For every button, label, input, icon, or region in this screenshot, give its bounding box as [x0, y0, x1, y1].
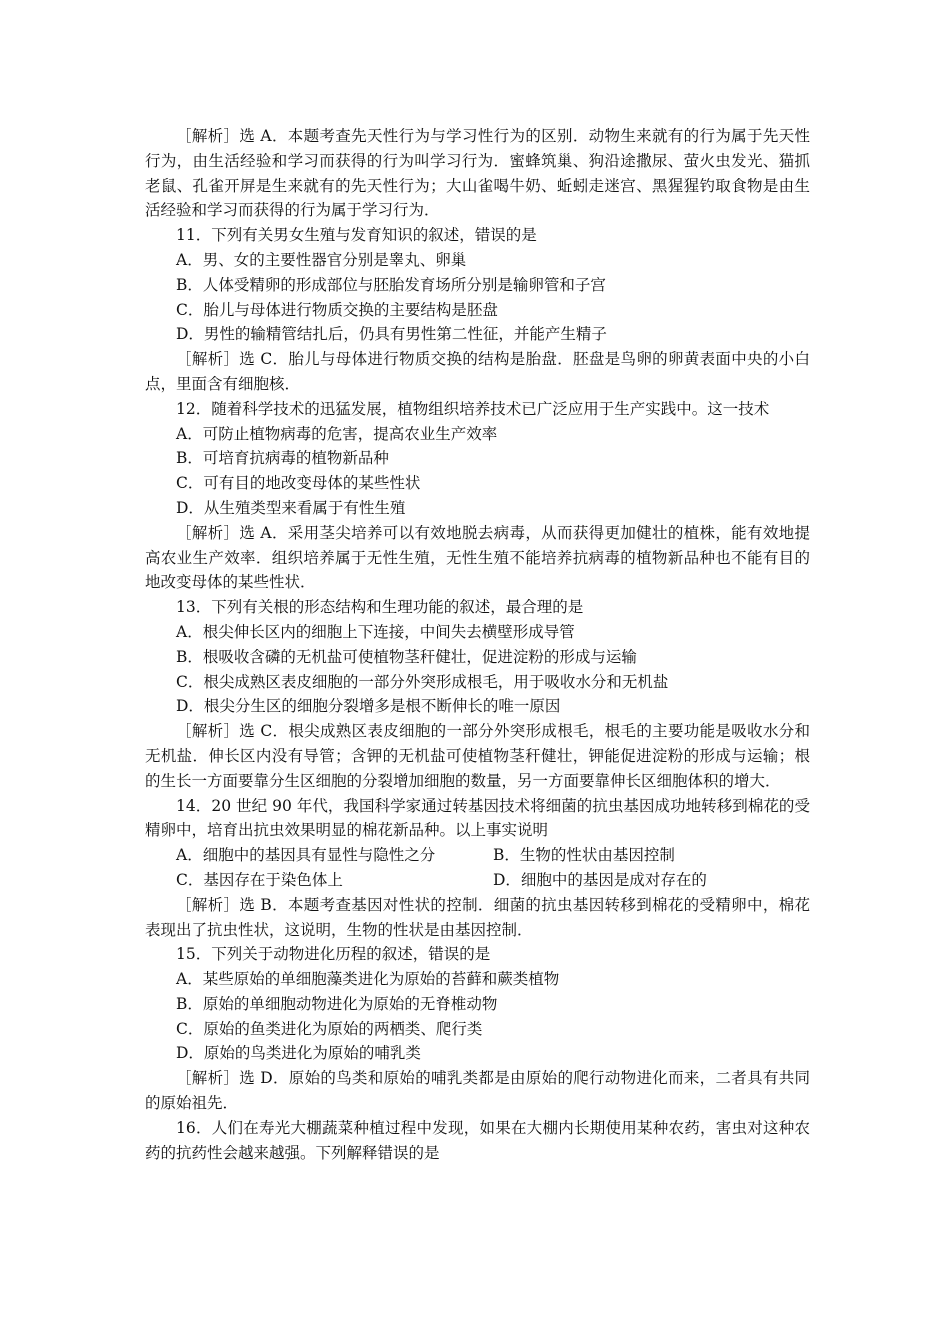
question-stem: 11．下列有关男女生殖与发育知识的叙述，错误的是 [176, 226, 537, 245]
question-stem: 12．随着科学技术的迅猛发展，植物组织培养技术已广泛应用于生产实践中。这一技术 [176, 399, 770, 418]
analysis-paragraph: ［解析］选 C．根尖成熟区表皮细胞的一部分外突形成根毛，根毛的主要功能是吸收水分和无机盐．伸长区内没有导管；含钾的无机盐可使植物茎秆健壮，钾能促进淀粉的形成与运输；根的生长一方面要靠分生区细胞的分裂增加细胞的数量，另一方面要靠伸长区细胞体积的增大． [145, 722, 810, 790]
analysis-paragraph: ［解析］选 A．采用茎尖培养可以有效地脱去病毒，从而获得更加健壮的植株，能有效地提高农业生产效率．组织培养属于无性生殖，无性生殖不能培养抗病毒的植物新品种也不能有目的地改变母体的某些性状． [145, 523, 810, 592]
answer-option: D．原始的鸟类进化为原始的哺乳类 [176, 1044, 421, 1063]
answer-option: A．某些原始的单细胞藻类进化为原始的苔藓和蕨类植物 [176, 970, 560, 989]
answer-option: D．男性的输精管结扎后，仍具有男性第二性征，并能产生精子 [176, 325, 607, 344]
answer-option: A．根尖伸长区内的细胞上下连接，中间失去横壁形成导管 [176, 622, 575, 641]
answer-option: B．可培育抗病毒的植物新品种 [176, 449, 389, 468]
option-cell: C．基因存在于染色体上 [176, 870, 343, 889]
option-cell: A．细胞中的基因具有显性与隐性之分 [176, 846, 436, 865]
answer-option: B．人体受精卵的形成部位与胚胎发育场所分别是输卵管和子宫 [176, 275, 606, 294]
analysis-paragraph: ［解析］选 A．本题考查先天性行为与学习性行为的区别．动物生来就有的行为属于先天性行为，由生活经验和学习而获得的行为叫学习行为．蜜蜂筑巢、狗沿途撒尿、萤火虫发光、猫抓老鼠、孔雀开屏是生来就有的先天性行为；大山雀喝牛奶、蚯蚓走迷宫、黑猩猩钓取食物是由生活经验和学习而获得的行为属于学习行为． [145, 127, 810, 220]
answer-option: A．男、女的主要性器官分别是睾丸、卵巢 [176, 250, 467, 269]
answer-option: B．原始的单细胞动物进化为原始的无脊椎动物 [176, 994, 498, 1013]
question-stem: 15．下列关于动物进化历程的叙述，错误的是 [176, 945, 491, 964]
answer-option: C．根尖成熟区表皮细胞的一部分外突形成根毛，用于吸收水分和无机盐 [176, 672, 669, 691]
question-stem: 13．下列有关根的形态结构和生理功能的叙述，最合理的是 [176, 598, 584, 617]
analysis-paragraph: ［解析］选 C．胎儿与母体进行物质交换的结构是胎盘．胚盘是鸟卵的卵黄表面中央的小白点，里面含有细胞核． [145, 350, 810, 393]
answer-option: B．根吸收含磷的无机盐可使植物茎秆健壮，促进淀粉的形成与运输 [176, 647, 637, 666]
answer-option: A．可防止植物病毒的危害，提高农业生产效率 [176, 424, 498, 443]
option-row [145, 868, 810, 893]
document-page [145, 124, 810, 1165]
option-cell: D．细胞中的基因是成对存在的 [493, 870, 707, 889]
answer-option: D．根尖分生区的细胞分裂增多是根不断伸长的唯一原因 [176, 697, 561, 716]
analysis-paragraph: ［解析］选 B．本题考查基因对性状的控制．细菌的抗虫基因转移到棉花的受精卵中，棉花表现出了抗虫性状，这说明，生物的性状是由基因控制． [145, 895, 810, 939]
option-row [145, 843, 810, 868]
question-stem: 16．人们在寿光大棚蔬菜种植过程中发现，如果在大棚内长期使用某种农药，害虫对这种农药的抗药性会越来越强。下列解释错误的是 [145, 1118, 810, 1162]
answer-option: C．胎儿与母体进行物质交换的主要结构是胚盘 [176, 300, 498, 319]
answer-option: C．可有目的地改变母体的某些性状 [176, 474, 421, 493]
answer-option: C．原始的鱼类进化为原始的两栖类、爬行类 [176, 1019, 483, 1038]
question-stem: 14．20 世纪 90 年代，我国科学家通过转基因技术将细菌的抗虫基因成功地转移到棉花的受精卵中，培育出抗虫效果明显的棉花新品种。以上事实说明 [145, 796, 810, 840]
option-cell: B．生物的性状由基因控制 [493, 846, 675, 865]
answer-option: D．从生殖类型来看属于有性生殖 [176, 498, 406, 517]
analysis-paragraph: ［解析］选 D．原始的鸟类和原始的哺乳类都是由原始的爬行动物进化而来，二者具有共同的原始祖先． [145, 1069, 810, 1113]
